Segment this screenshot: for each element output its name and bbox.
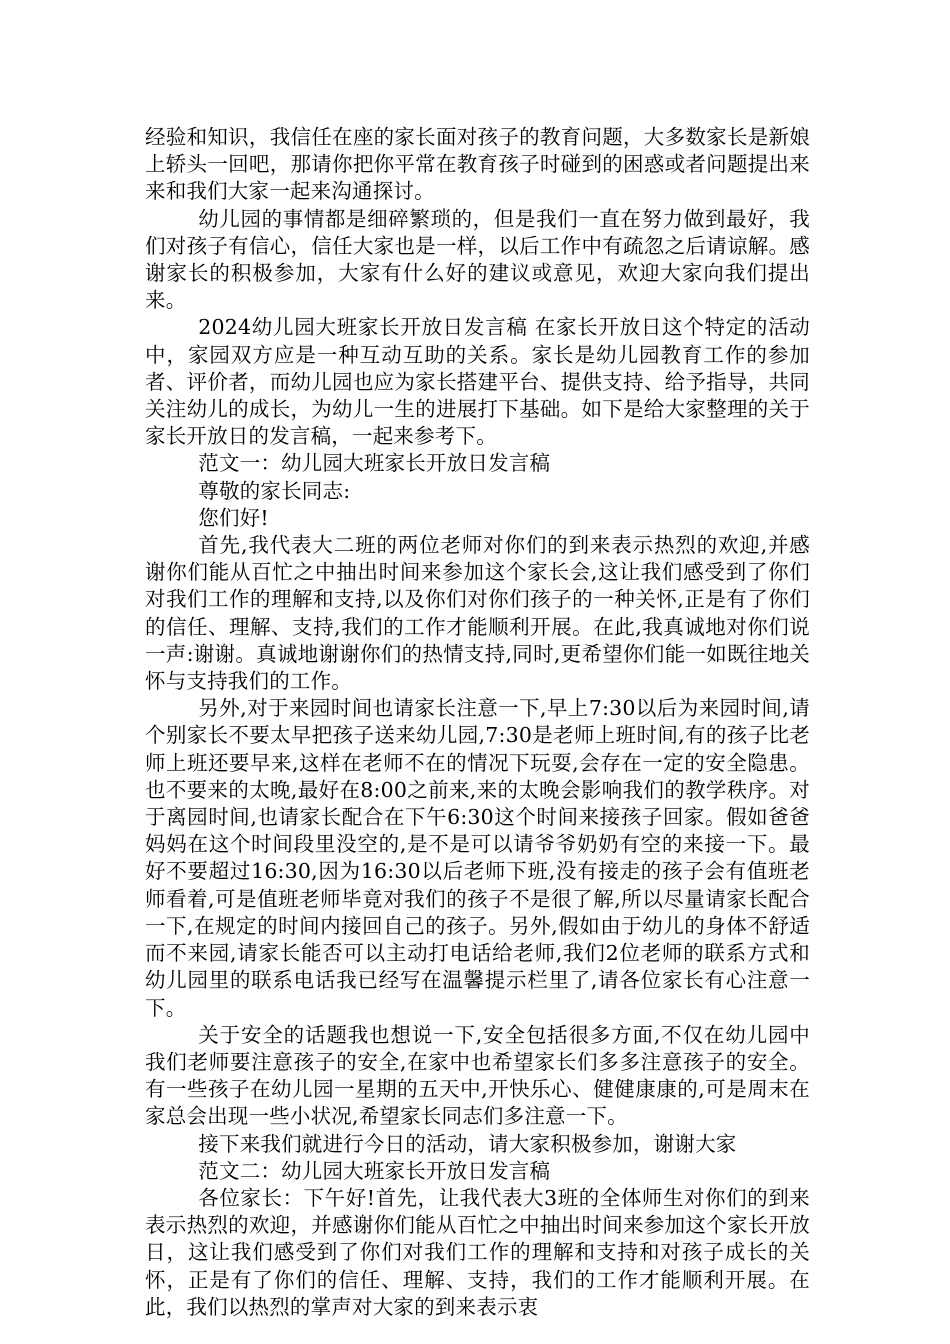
paragraph-activity: 接下来我们就进行今日的活动，请大家积极参加，谢谢大家	[198, 1131, 737, 1156]
sample-one-heading: 范文一：幼儿园大班家长开放日发言稿	[198, 451, 551, 476]
paragraph-2: 幼儿园的事情都是细碎繁琐的，但是我们一直在努力做到最好，我们对孩子有信心，信任大家也是一样，以后工作中有疏忽之后请谅解。感谢家长的积极参加，大家有什么好的建议或意见，欢迎大家向我们提出来。	[145, 206, 810, 313]
paragraph-arrival-time: 另外,对于来园时间也请家长注意一下,早上7:30以后为来园时间,请个别家长不要太早把孩子送来幼儿园,7:30是老师上班时间,有的孩子比老师上班还要早来,这样在老师不在的情况下玩耍,会存在一定的安全隐患。也不要来的太晚,最好在8:00之前来,来的太晚会影响我们的教学秩序。对于离园时间,也请家长配合在下午6:30这个时间来接孩子回家。假如爸爸妈妈在这个时间段里没空的,是不是可以请爷爷奶奶有空的来接一下。最好不要超过16:30,因为16:30以后老师下班,没有接走的孩子会有值班老师看着,可是值班老师毕竟对我们的孩子不是很了解,所以尽量请家长配合一下,在规定的时间内接回自己的孩子。另外,假如由于幼儿的身体不舒适而不来园,请家长能否可以主动打电话给老师,我们2位老师的联系方式和幼儿园里的联系电话我已经写在温馨提示栏里了,请各位家长有心注意一下。	[145, 696, 810, 1020]
paragraph-3-title-intro: 2024幼儿园大班家长开放日发言稿 在家长开放日这个特定的活动中，家园双方应是一种互动互助的关系。家长是幼儿园教育工作的参加者、评价者，而幼儿园也应为家长搭建平台、提供支持、给予指导，共同关注幼儿的成长，为幼儿一生的进展打下基础。如下是给大家整理的关于家长开放日的发言稿，一起来参考下。	[145, 315, 810, 449]
paragraph-sample-two: 各位家长：下午好!首先，让我代表大3班的全体师生对你们的到来表示热烈的欢迎，并感谢你们能从百忙之中抽出时间来参加这个家长开放日，这让我们感受到了你们对我们工作的理解和支持和对孩子成长的关怀，正是有了你们的信任、理解、支持，我们的工作才能顺利开展。在此，我们以热烈的掌声对大家的到来表示衷	[145, 1185, 810, 1319]
salutation: 尊敬的家长同志:	[198, 478, 351, 503]
greeting: 您们好!	[198, 505, 269, 530]
paragraph-safety: 关于安全的话题我也想说一下,安全包括很多方面,不仅在幼儿园中我们老师要注意孩子的安全,在家中也希望家长们多多注意孩子的安全。有一些孩子在幼儿园一星期的五天中,开快乐心、健健康康的,可是周末在家总会出现一些小状况,希望家长同志们多注意一下。	[145, 1022, 810, 1129]
sample-two-heading: 范文二：幼儿园大班家长开放日发言稿	[198, 1158, 551, 1183]
paragraph-welcome: 首先,我代表大二班的两位老师对你们的到来表示热烈的欢迎,并感谢你们能从百忙之中抽出时间来参加这个家长会,这让我们感受到了你们对我们工作的理解和支持,以及你们对你们孩子的一种关怀,正是有了你们的信任、理解、支持,我们的工作才能顺利开展。在此,我真诚地对你们说一声:谢谢。真诚地谢谢你们的热情支持,同时,更希望你们能一如既往地关怀与支持我们的工作。	[145, 533, 810, 694]
paragraph-1: 经验和知识，我信任在座的家长面对孩子的教育问题，大多数家长是新娘上轿头一回吧，那请你把你平常在教育孩子时碰到的困惑或者问题提出来来和我们大家一起来沟通探讨。	[145, 125, 810, 204]
document-body	[145, 124, 810, 1321]
